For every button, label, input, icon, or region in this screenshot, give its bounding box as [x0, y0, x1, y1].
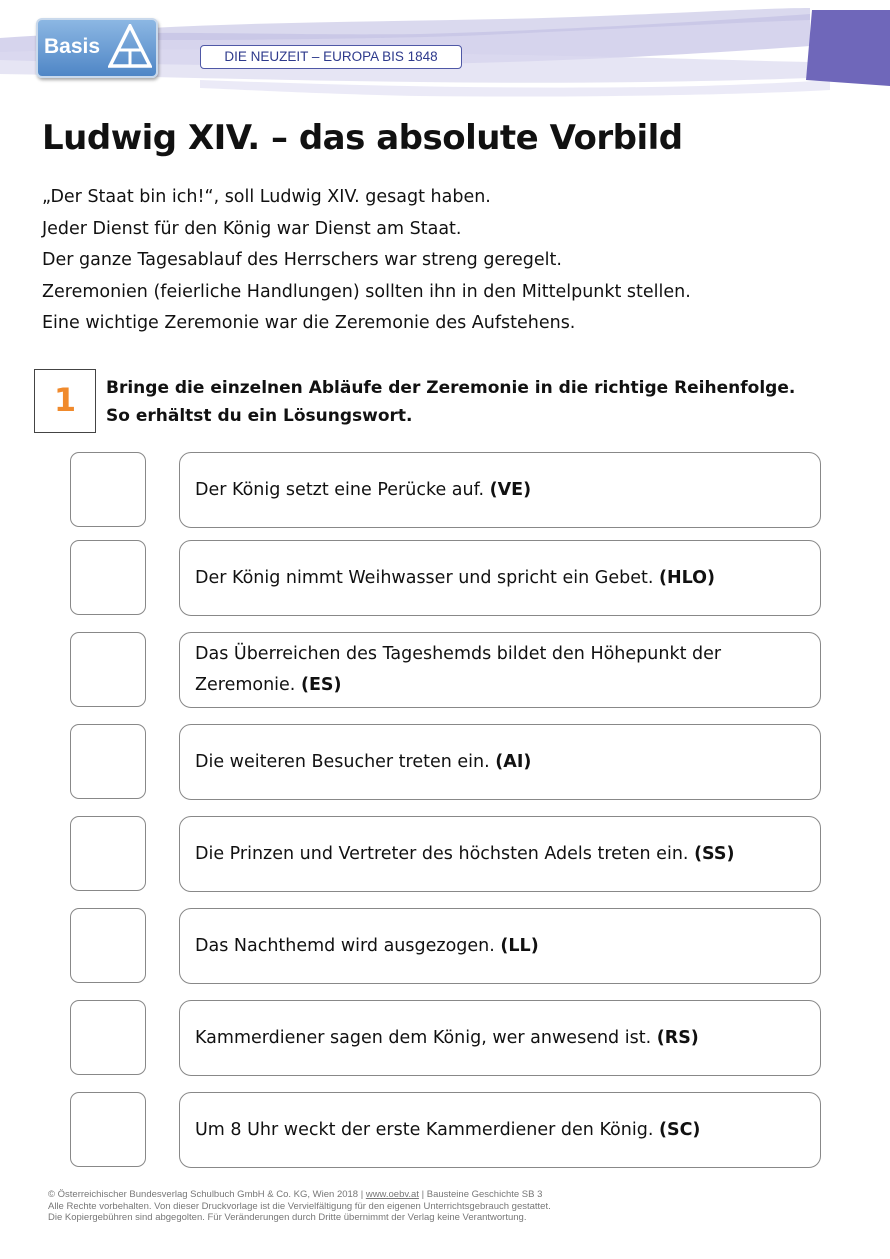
step-card-6: [179, 908, 821, 984]
intro-line: Jeder Dienst für den König war Dienst am Staat.: [42, 218, 462, 239]
task-instruction-line: So erhältst du ein Lösungswort.: [106, 406, 413, 426]
publisher-logo: [36, 18, 158, 78]
step-text: Der König nimmt Weihwasser und spricht ein Gebet.: [195, 567, 654, 588]
step-code: (RS): [656, 1027, 699, 1048]
intro-line: Eine wichtige Zeremonie war die Zeremonie des Aufstehens.: [42, 313, 576, 333]
series-label: DIE NEUZEIT – EUROPA BIS 1848: [200, 45, 462, 69]
answer-box-8[interactable]: [70, 1092, 146, 1167]
intro-text: [42, 182, 842, 340]
step-text: Die Prinzen und Vertreter des höchsten Adels treten ein.: [195, 843, 689, 864]
step-code: (SC): [658, 1119, 701, 1140]
step-text: Die weiteren Besucher treten ein.: [195, 751, 490, 772]
step-code: (AI): [495, 751, 532, 772]
footer-prefix: © Österreichischer Bundesverlag Schulbuch GmbH & Co. KG, Wien 2018 |: [48, 1189, 366, 1200]
intro-line: Zeremonien (feierliche Handlungen) sollten ihn in den Mittelpunkt stellen.: [42, 281, 691, 302]
logo-text: Basis: [44, 35, 101, 58]
publisher-link[interactable]: www.oebv.at: [365, 1189, 419, 1200]
step-card-3: [179, 632, 821, 708]
intro-line: „Der Staat bin ich!“, soll Ludwig XIV. gesagt haben.: [42, 187, 491, 207]
step-text: Der König setzt eine Perücke auf.: [195, 479, 485, 500]
step-card-5: [179, 816, 821, 892]
answer-box-2[interactable]: [70, 540, 146, 615]
step-text: Kammerdiener sagen dem König, wer anwesend ist.: [195, 1027, 652, 1048]
step-code: (LL): [500, 935, 539, 956]
answer-box-6[interactable]: [70, 908, 146, 983]
footer-suffix: | Bausteine Geschichte SB 3: [418, 1189, 543, 1200]
step-card-2: [179, 540, 821, 616]
answer-box-4[interactable]: [70, 724, 146, 799]
step-text: Das Überreichen des Tageshemds bildet den Höhepunkt der Zeremonie.: [195, 644, 722, 695]
step-text: Das Nachthemd wird ausgezogen.: [195, 935, 495, 956]
footer-line: Alle Rechte vorbehalten. Von dieser Druckvorlage ist die Vervielfältigung für den eigenen Unterrichtsgebrauch gestattet.: [48, 1200, 551, 1212]
intro-line: Der ganze Tagesablauf des Herrschers war streng geregelt.: [42, 250, 562, 270]
footer-line: Die Kopiergebühren sind abgegolten. Für Veränderungen durch Dritte übernimmt der Verlag keine Verantwortung.: [48, 1212, 527, 1223]
answer-box-7[interactable]: [70, 1000, 146, 1075]
copyright-footer: [48, 1189, 868, 1224]
task-instruction-line: Bringe die einzelnen Abläufe der Zeremonie in die richtige Reihenfolge.: [106, 378, 796, 398]
answer-box-1[interactable]: [70, 452, 146, 527]
step-code: (SS): [694, 843, 735, 864]
step-text: Um 8 Uhr weckt der erste Kammerdiener den König.: [195, 1119, 654, 1140]
pyramid-logo-icon: [108, 24, 152, 70]
step-card-1: [179, 452, 821, 528]
answer-box-3[interactable]: [70, 632, 146, 707]
task-number: 1: [34, 369, 96, 433]
step-card-7: [179, 1000, 821, 1076]
step-card-4: [179, 724, 821, 800]
step-card-8: [179, 1092, 821, 1168]
task-instruction: [106, 374, 866, 430]
step-code: (HLO): [658, 567, 716, 588]
corner-tab-shape: [806, 10, 890, 86]
page-title: Ludwig XIV. – das absolute Vorbild: [42, 118, 683, 158]
answer-box-5[interactable]: [70, 816, 146, 891]
footer-line: [48, 1189, 868, 1201]
step-code: (VE): [489, 479, 532, 500]
step-code: (ES): [300, 675, 342, 695]
